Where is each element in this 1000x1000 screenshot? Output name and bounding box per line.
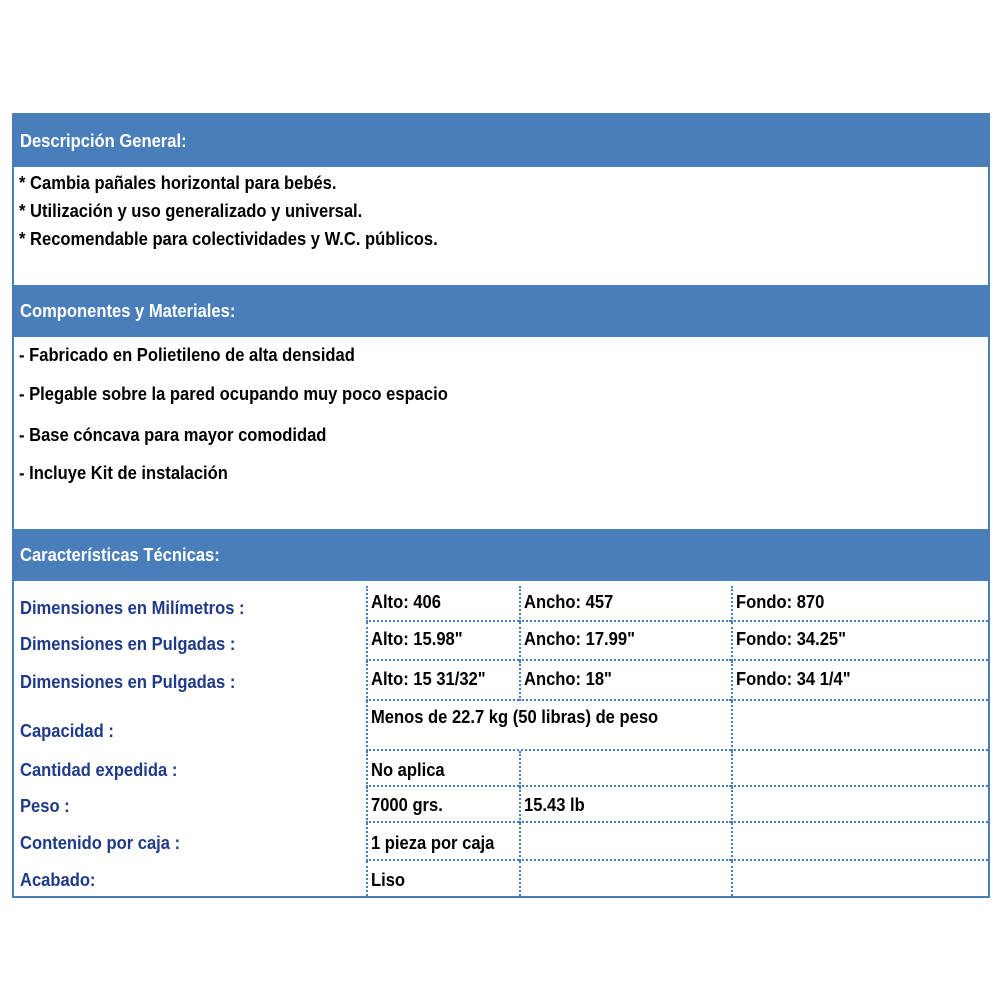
cell-value: Ancho: 457: [524, 592, 614, 612]
table-row: [14, 586, 988, 622]
general-line: * Utilización y uso generalizado y universal.: [19, 201, 363, 221]
cell-value: 7000 grs.: [371, 795, 443, 815]
section-header-general: [14, 115, 988, 167]
table-cell: [519, 787, 731, 823]
cell-value: 15.43 lb: [524, 795, 585, 815]
cell-value: Fondo: 870: [736, 592, 825, 612]
row-label: Cantidad expedida :: [20, 760, 178, 780]
components-title: Componentes y Materiales:: [20, 301, 236, 321]
cell-value: Menos de 22.7 kg (50 libras) de peso: [371, 707, 659, 727]
component-line: - Fabricado en Polietileno de alta densidad: [19, 345, 355, 365]
table-cell: [366, 751, 519, 787]
row-label: Peso :: [20, 796, 70, 816]
table-row: [14, 751, 988, 787]
technical-table: [14, 580, 988, 896]
table-cell: [366, 661, 519, 701]
general-line: * Cambia pañales horizontal para bebés.: [19, 173, 337, 193]
table-cell: [366, 586, 519, 622]
table-row: [14, 823, 988, 861]
cell-value: Ancho: 18": [524, 669, 612, 689]
cell-value: Alto: 406: [371, 592, 441, 612]
cell-value: Liso: [371, 870, 406, 890]
technical-title: Características Técnicas:: [20, 545, 220, 565]
cell-value: No aplica: [371, 760, 445, 780]
table-cell: [519, 622, 731, 661]
table-cell: [366, 861, 519, 896]
table-cell: [366, 823, 519, 861]
row-label: Contenido por caja :: [20, 833, 181, 853]
table-cell: [519, 661, 731, 701]
section-header-technical: [14, 529, 988, 581]
table-row: [14, 861, 988, 896]
general-line: * Recomendable para colectividades y W.C. públicos.: [19, 229, 438, 249]
cell-value: Alto: 15 31/32": [371, 669, 486, 689]
table-cell: [731, 622, 988, 661]
cell-value: Fondo: 34 1/4": [736, 669, 851, 689]
table-cell: [366, 701, 731, 751]
table-row: [14, 787, 988, 823]
table-row: [14, 701, 988, 751]
table-cell: [731, 701, 988, 751]
table-cell: [731, 861, 988, 896]
cell-value: Ancho: 17.99": [524, 629, 635, 649]
table-row: [14, 661, 988, 701]
general-title: Descripción General:: [20, 131, 187, 151]
table-cell: [519, 751, 731, 787]
component-line: - Plegable sobre la pared ocupando muy poco espacio: [19, 384, 448, 404]
cell-value: 1 pieza por caja: [371, 833, 495, 853]
component-line: - Base cóncava para mayor comodidad: [19, 425, 327, 445]
table-cell: [519, 823, 731, 861]
table-cell: [731, 586, 988, 622]
component-line: - Incluye Kit de instalación: [19, 463, 228, 483]
table-row: [14, 622, 988, 661]
table-cell: [366, 622, 519, 661]
row-label: Dimensiones en Milímetros :: [20, 598, 245, 618]
table-cell: [366, 787, 519, 823]
table-cell: [731, 787, 988, 823]
row-label: Acabado:: [20, 870, 96, 890]
table-cell: [731, 751, 988, 787]
row-label: Dimensiones en Pulgadas :: [20, 672, 236, 692]
row-label: Capacidad :: [20, 721, 114, 741]
section-header-components: [14, 285, 988, 337]
cell-value: Fondo: 34.25": [736, 629, 846, 649]
table-cell: [731, 823, 988, 861]
spec-sheet: [12, 113, 990, 898]
row-label: Dimensiones en Pulgadas :: [20, 634, 236, 654]
table-cell: [519, 861, 731, 896]
table-cell: [519, 586, 731, 622]
table-cell: [731, 661, 988, 701]
cell-value: Alto: 15.98": [371, 629, 463, 649]
